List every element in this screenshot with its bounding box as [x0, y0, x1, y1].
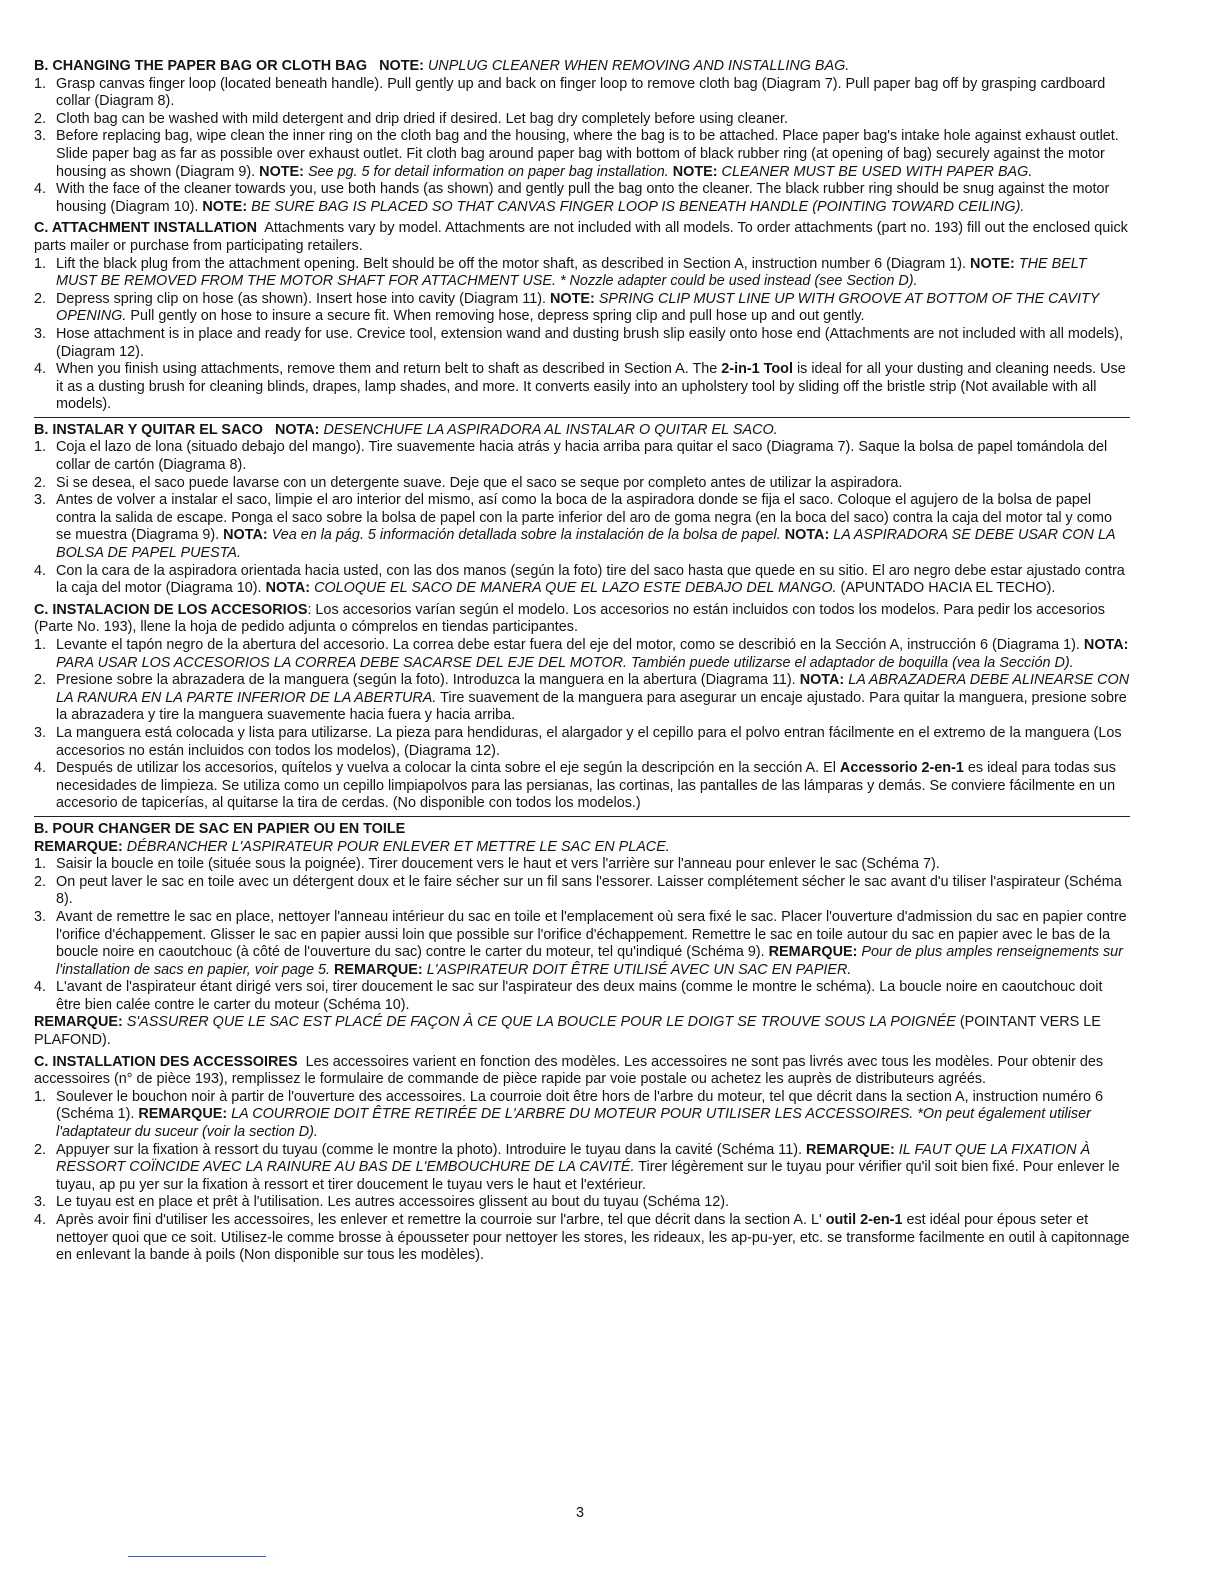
list-item: 3. Hose attachment is in place and ready for use. Crevice tool, extension wand and dusting brush slip easily onto hose end (Attachments are not included with all models), (Diagram 12). — [34, 325, 1124, 360]
list-item: 4. Después de utilizar los accesorios, quítelos y vuelva a colocar la cinta sobre el eje según la descripción en la sección A. El Accessorio 2-en-1 es ideal para todas sus necesidades de limpieza. Se utiliza como un cepillo limpiapolvos para las persianas, las cortinas, las pantalles de las lámparas y demás. Se conviere fácilmente en un accesorio de tapicerías, al quitarse la tira de cerdas. (No disponible con todos los modelos.) — [34, 760, 1116, 812]
list-item: 1. Coja el lazo de lona (situado debajo del mango). Tire suavemente hacia atrás y hacia arriba para quitar el saco (Diagrama 7). Saque la bolsa de papel tomándola del collar de cartón (Diagrama 8). — [34, 439, 1108, 474]
section-b-heading-es — [34, 422, 1130, 440]
list-item: 2. On peut laver le sac en toile avec un détergent doux et le faire sécher sur un fil sans l'essorer. Laisser complétement sécher le sac avant d'u tiliser l'aspirateur (Schéma 8). — [34, 873, 1122, 908]
section-c-intro-es: C. INSTALACION DE LOS ACCESORIOS: Los accesorios varían según el modelo. Los accesorios no están incluidos con todos los modelos. Para pedir los accesorios (Parte No. 193), llene la hoja de pedido adjunta o cómprelos en tiendas participantes. — [34, 601, 1105, 636]
list-item: 4. With the face of the cleaner towards you, use both hands (as shown) and gently pull the bag onto the cleaner. The black rubber ring should be snug against the motor housing (Diagram 10). NOTE: BE SURE BAG IS PLACED SO THAT CANVAS FINGER LOOP IS BENEATH HANDLE (POINTING TOWARD CEILING). — [34, 181, 1110, 215]
list-item: 2. Appuyer sur la fixation à ressort du tuyau (comme le montre la photo). Introduire le tuyau dans la cavité (Schéma 11). REMARQUE: IL FAUT QUE LA FIXATION À RESSORT COÏNCIDE AVEC LA RAINURE AU BAS DE L'EMBOUCHURE DE LA CAVITÉ. Tirer légèrement sur le tuyau pour vérifier qu'il soit bien fixé. Pour enlever le tuyau, ap pu yer sur la fixation à ressort et tirer doucement le tuyau vers le haut et l'extérieur. — [34, 1141, 1120, 1193]
step-list — [34, 1089, 1130, 1265]
list-item: 3. Le tuyau est en place et prêt à l'utilisation. Les autres accessoires glissent au bout du tuyau (Schéma 12). — [34, 1194, 730, 1211]
list-item: 1. Saisir la boucle en toile (située sous la poignée). Tirer doucement vers le haut et vers l'arrière sur l'anneau pour enlever le sac (Schéma 7). — [34, 856, 940, 873]
note-text: UNPLUG CLEANER WHEN REMOVING AND INSTALLING BAG. — [427, 58, 850, 74]
step-list — [34, 637, 1130, 813]
list-item: 4. Après avoir fini d'utiliser les accessoires, les enlever et remettre la courroie sur l'arbre, tel que décrit dans la section A. L' outil 2-en-1 est idéal pour épous seter et nettoyer quoi que ce soit. Utilisez-le comme brosse à épousseter pour nettoyer les stores, les rideaux, les ap-pu-yer, etc. se transforme facilmente en outil à capitonnage en enlevant la bande à poils (Non disponible sur tous les modèles). — [34, 1212, 1130, 1264]
french-section-c — [34, 1054, 1130, 1265]
heading-title: C. ATTACHMENT INSTALLATION — [34, 220, 258, 237]
spanish-section-b — [34, 422, 1130, 598]
list-item: 3. Antes de volver a instalar el saco, limpie el aro interior del mismo, así como la boca de la aspiradora donde se fija el saco. Coloque el agujero de la bolsa de papel contra la salida de escape. Ponga el saco sobre la bolsa de papel con la parte inferior del aro de goma negra (en la boca del saco) contra la caja del motor tal y como se muestra (Diagrama 9). NOTA: Vea en la pág. 5 información detallada sobre la instalación de la bolsa de papel. NOTA: LA ASPIRADORA SE DEBE USAR CON LA BOLSA DE PAPEL PUESTA. — [34, 492, 1116, 562]
list-item: 3. Avant de remettre le sac en place, nettoyer l'anneau intérieur du sac en toile et l'emplacement où sera fixé le sac. Placer l'ouverture d'admission du sac en papier contre l'orifice d'échappement. Glisser le sac en papier aussi loin que possible sur l'orifice d'échappement. Remettre le sac en toile autour du sac en papier avec le bas de la boucle noire en caoutchouc (à côté de l'ouverture du sac) contre le carter du moteur, tel qu'indiqué (Schéma 9). REMARQUE: Pour de plus amples renseignements sur l'installation de sacs en papier, voir page 5. REMARQUE: L'ASPIRATEUR DOIT ÊTRE UTILISÉ AVEC UN SAC EN PAPIER. — [34, 908, 1127, 978]
list-item: 1. Levante el tapón negro de la abertura del accesorio. La correa debe estar fuera del eje del motor, como se describió en la Sección A, instrucción 6 (Diagrama 1). NOTA: PARA USAR LOS ACCESORIOS LA CORREA DEBE SACARSE DEL EJE DEL MOTOR. También puede utilizarse el adaptador de boquilla (vea la Sección D). — [34, 637, 1129, 671]
heading-title: B. INSTALAR Y QUITAR EL SACO — [34, 421, 263, 438]
note-label: REMARQUE: — [34, 838, 123, 855]
section-b-heading-en — [34, 58, 1130, 76]
page-number: 3 — [576, 1505, 585, 1521]
step-list — [34, 856, 1130, 1014]
step-list — [34, 76, 1130, 217]
list-item: 2. Depress spring clip on hose (as shown). Insert hose into cavity (Diagram 11). NOTE: SPRING CLIP MUST LINE UP WITH GROOVE AT BOTTOM OF THE CAVITY OPENING. Pull gently on hose to insure a secure fit. When removing hose, depress spring clip and pull hose up and out gently. — [34, 290, 1100, 325]
heading-title: C. INSTALLATION DES ACCESSOIRES — [34, 1053, 298, 1070]
french-section-b — [34, 821, 1130, 1050]
manual-page — [34, 58, 1130, 1265]
list-item: 1. Grasp canvas finger loop (located beneath handle). Pull gently up and back on finger loop to remove cloth bag (Diagram 7). Pull paper bag off by grasping cardboard collar (Diagram 8). — [34, 75, 1106, 110]
step-list — [34, 439, 1130, 597]
section-c-intro-fr: C. INSTALLATION DES ACCESSOIRES Les accessoires varient en fonction des modèles. Les accessoires ne sont pas livrés avec tous les modèles. Pour obtenir des accessoires (n° de pièce 193), remplissez le formulaire de commande de pièce rapide par voie postale ou achetez les auprès de distributeurs agréés. — [34, 1053, 1104, 1088]
section-b-note-fr — [34, 839, 1130, 857]
step-list — [34, 256, 1130, 414]
list-item: 4. Con la cara de la aspiradora orientada hacia usted, con las dos manos (según la foto) tire del saco hasta que quede en su sitio. El aro negro debe estar ajustado contra la caja del motor (Diagrama 10). NOTA: COLOQUE EL SACO DE MANERA QUE EL LAZO ESTE DEBAJO DEL MANGO. (APUNTADO HACIA EL TECHO). — [34, 562, 1125, 597]
note-text: DÉBRANCHER L'ASPIRATEUR POUR ENLEVER ET METTRE LE SAC EN PLACE. — [126, 838, 670, 855]
list-item: 3. Before replacing bag, wipe clean the inner ring on the cloth bag and the housing, where the bag is to be attached. Place paper bag's intake hole against exhaust outlet. Slide paper bag as far as possible over exhaust outlet. Fit cloth bag around paper bag with bottom of black rubber ring (at opening of bag) securely against the motor housing as shown (Diagram 9). NOTE: See pg. 5 for detail information on paper bag installation. NOTE: CLEANER MUST BE USED WITH PAPER BAG. — [34, 128, 1119, 180]
list-item: 1. Lift the black plug from the attachment opening. Belt should be off the motor shaft, as described in Section A, instruction number 6 (Diagram 1). NOTE: THE BELT MUST BE REMOVED FROM THE MOTOR SHAFT FOR ATTACHMENT USE. * Nozzle adapter could be used instead (see Section D). — [34, 255, 1087, 290]
list-item: 4. When you finish using attachments, remove them and return belt to shaft as described in Section A. The 2-in-1 Tool is ideal for all your dusting and cleaning needs. Use it as a dusting brush for cleaning blinds, drapes, lamp shades, and more. It converts easily into an upholstery tool by sliding off the bristle strip (Not available with all models). — [34, 361, 1126, 413]
section-b-remark-fr: REMARQUE: S'ASSURER QUE LE SAC EST PLACÉ DE FAÇON À CE QUE LA BOUCLE POUR LE DOIGT SE TROUVE SOUS LA POIGNÉE (POINTANT VERS LE PLAFOND). — [34, 1014, 1101, 1049]
section-divider — [34, 816, 1130, 817]
section-b-heading-fr: B. POUR CHANGER DE SAC EN PAPIER OU EN TOILE — [34, 820, 406, 837]
list-item: 2. Si se desea, el saco puede lavarse con un detergente suave. Deje que el saco se seque por completo antes de utilizar la aspiradora. — [34, 474, 903, 491]
heading-title: B. CHANGING THE PAPER BAG OR CLOTH BAG — [34, 58, 368, 74]
spanish-section-c — [34, 602, 1130, 813]
section-divider — [34, 417, 1130, 418]
heading-title: C. INSTALACION DE LOS ACCESORIOS — [34, 601, 308, 618]
list-item: 2. Cloth bag can be washed with mild detergent and drip dried if desired. Let bag dry completely before using cleaner. — [34, 110, 788, 127]
english-section-c — [34, 220, 1130, 414]
list-item: 2. Presione sobre la abrazadera de la manguera (según la foto). Introduzca la manguera en la abertura (Diagrama 11). NOTA: LA ABRAZADERA DEBE ALINEARSE CON LA RANURA EN LA PARTE INFERIOR DE LA ABERTURA. Tire suavement de la manguera para asegurar un encaje ajustado. Para quitar la manguera, presione sobre la abrazadera y tire la manguera suavemente hacia fuera y hacia arriba. — [34, 672, 1130, 724]
note-label: NOTA: — [274, 421, 320, 438]
section-c-intro-en: C. ATTACHMENT INSTALLATION Attachments vary by model. Attachments are not included with all models. To order attachments (part no. 193) fill out the enclosed quick parts mailer or purchase from participating retailers. — [34, 220, 1128, 254]
list-item: 3. La manguera está colocada y lista para utilizarse. La pieza para hendiduras, el alargador y el cepillo para el polvo entran fácilmente en el extremo de la manguera (Los accesorios no están incluidos con todos los modelos), (Diagrama 12). — [34, 724, 1122, 759]
note-text: DESENCHUFE LA ASPIRADORA AL INSTALAR O QUITAR EL SACO. — [323, 421, 778, 438]
footer-rule — [128, 1556, 266, 1557]
english-section-b — [34, 58, 1130, 216]
note-label: NOTE: — [379, 58, 424, 74]
list-item: 1. Soulever le bouchon noir à partir de l'ouverture des accessoires. La courroie doit être hors de l'arbre du moteur, tel que décrit dans la section A, instruction numéro 6 (Schéma 1). REMARQUE: LA COURROIE DOIT ÊTRE RETIRÉE DE L'ARBRE DU MOTEUR POUR UTILISER LES ACCESSOIRES. *On peut également utiliser l'adaptateur du suceur (voir la section D). — [34, 1088, 1103, 1141]
list-item: 4. L'avant de l'aspirateur étant dirigé vers soi, tirer doucement le sac sur l'aspirateur des deux mains (comme le montre le schéma). La boucle noire en caoutchouc doit être bien calée contre le carter du moteur (Schéma 10). — [34, 979, 1103, 1013]
